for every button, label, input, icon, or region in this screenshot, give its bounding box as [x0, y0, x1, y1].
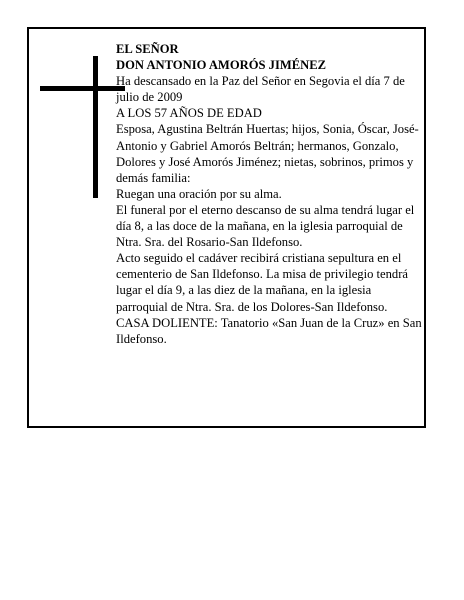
notice-text [116, 41, 426, 347]
family-list: Esposa, Agustina Beltrán Huertas; hijos, Sonia, Óscar, José-Antonio y Gabriel Amorós Beltrán; hermanos, Gonzalo, Dolores y José Amorós Jiménez; nietas, sobrinos, primos y demás familia: [116, 122, 419, 185]
cross-horizontal-bar-left [40, 86, 98, 91]
death-notice [27, 27, 426, 428]
death-info: Ha descansado en la Paz del Señor en Segovia el día 7 de julio de 2009 [116, 74, 405, 105]
burial-info: Acto seguido el cadáver recibirá cristiana sepultura en el cementerio de San Ildefonso. La misa de privilegio tendrá lugar el día 9, a las diez de la mañana, en la iglesia parroquial de Ntra. Sra. de los Dolores-San Ildefonso. [116, 251, 409, 314]
funeral-home-info: CASA DOLIENTE: Tanatorio «San Juan de la Cruz» en San Ildefonso. [116, 315, 422, 346]
prayer-request: Ruegan una oración por su alma. [116, 186, 282, 201]
age-at-death: A LOS 57 AÑOS DE EDAD [116, 106, 262, 121]
notice-title: EL SEÑOR [116, 42, 179, 56]
funeral-info: El funeral por el eterno descanso de su alma tendrá lugar el día 8, a las doce de la mañana, en la iglesia parroquial de Ntra. Sra. del Rosario-San Ildefonso. [116, 202, 415, 250]
deceased-name: DON ANTONIO AMORÓS JIMÉNEZ [116, 58, 327, 73]
cross-vertical-bar [93, 56, 98, 198]
